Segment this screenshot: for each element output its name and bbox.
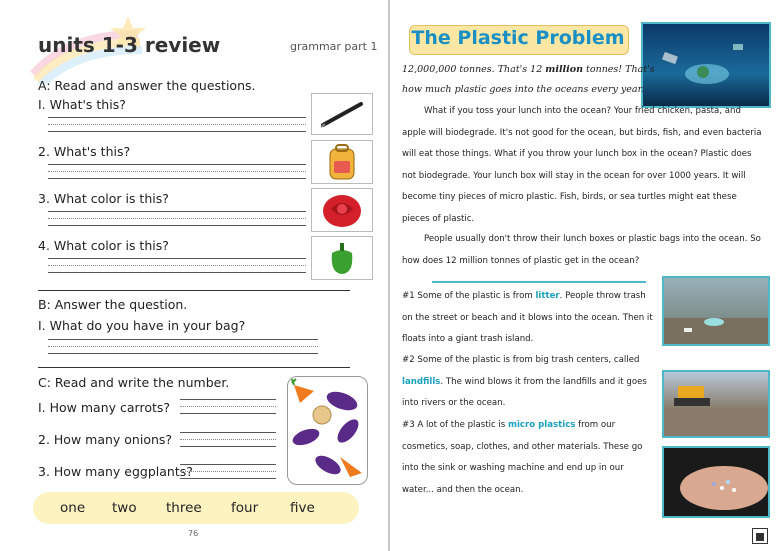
intro-text: 12,000,000 tonnes. That's 12 million tonnes! That's how much plastic goes into the oceans every year. xyxy=(402,64,655,95)
vegetables-picture xyxy=(287,376,368,485)
word-two: two xyxy=(112,500,137,516)
divider xyxy=(38,290,350,291)
onion-icon xyxy=(313,406,331,424)
section-divider xyxy=(432,281,646,283)
litter-photo xyxy=(662,276,770,346)
backpack-icon xyxy=(322,143,362,181)
carrot-icon xyxy=(340,457,362,477)
item-litter: #1 Some of the plastic is from litter. People throw trash on the street or beach and it blows into the ocean. Then it floats into a giant trash island. xyxy=(402,291,653,344)
carrot-icon xyxy=(292,379,314,403)
publisher-logo xyxy=(752,528,768,544)
article-title: The Plastic Problem xyxy=(411,27,625,49)
question-b1: I. What do you have in your bag? xyxy=(38,318,246,333)
word-one: one xyxy=(60,500,86,516)
question-a3: 3. What color is this? xyxy=(38,191,169,206)
question-c2: 2. How many onions? xyxy=(38,432,173,447)
question-c1: I. How many carrots? xyxy=(38,400,171,415)
question-a1: I. What's this? xyxy=(38,97,126,112)
question-c3: 3. How many eggplants? xyxy=(38,464,193,479)
item-micro-plastics: #3 A lot of the plastic is micro plastics from our cosmetics, soap, clothes, and other materials. These go into the sink or washing machine and end up in our water... and then the ocean. xyxy=(402,420,643,495)
page-subtitle: grammar part 1 xyxy=(290,40,378,53)
rose-picture xyxy=(311,188,373,232)
backpack-picture xyxy=(311,140,373,184)
word-four: four xyxy=(231,500,259,516)
page-number: 76 xyxy=(188,529,199,538)
micro-plastics-photo xyxy=(662,446,770,518)
divider xyxy=(38,367,350,368)
fingertip-icon xyxy=(664,448,768,516)
word-three: three xyxy=(166,500,202,516)
litter-icon xyxy=(664,278,768,344)
section-a-heading: A: Read and answer the questions. xyxy=(38,78,256,93)
pen-icon xyxy=(317,99,367,129)
landfill-photo xyxy=(662,370,770,438)
question-a2: 2. What's this? xyxy=(38,144,131,159)
logo-icon xyxy=(753,530,767,544)
question-a4: 4. What color is this? xyxy=(38,238,169,253)
item-landfills: #2 Some of the plastic is from big trash centers, called landfills. The wind blows it from the landfills and it goes into rivers or the ocean. xyxy=(402,355,647,408)
section-b-heading: B: Answer the question. xyxy=(38,297,188,312)
book-spine xyxy=(388,0,390,551)
section-c-heading: C: Read and write the number. xyxy=(38,375,230,390)
left-page xyxy=(0,0,388,551)
word-five: five xyxy=(290,500,315,516)
page-title: units 1-3 review xyxy=(38,33,221,57)
pepper-picture xyxy=(311,236,373,280)
paragraph-2: People usually don't throw their lunch boxes or plastic bags into the ocean. So how does 12 million tonnes of plastic get in the ocean? xyxy=(402,234,761,266)
red-rose-icon xyxy=(319,191,365,229)
pen-picture xyxy=(311,93,373,135)
green-pepper-icon xyxy=(322,239,362,277)
ocean-plastic-icon xyxy=(643,24,769,106)
paragraph-1: What if you toss your lunch into the ocean? Your fried chicken, pasta, and apple will biodegrade. It's not good for the ocean, but birds, fish, and even bacteria will eat those things. What if you throw your lunch box in the ocean? Plastic does not biodegrade. Your lunch box will stay in the ocean for over 1000 years. It will become tiny pieces of micro plastic. Fish, birds, or sea turtles might eat these pieces of plastic. xyxy=(402,106,762,224)
bulldozer-icon xyxy=(664,372,768,436)
ocean-plastic-photo xyxy=(641,22,771,108)
